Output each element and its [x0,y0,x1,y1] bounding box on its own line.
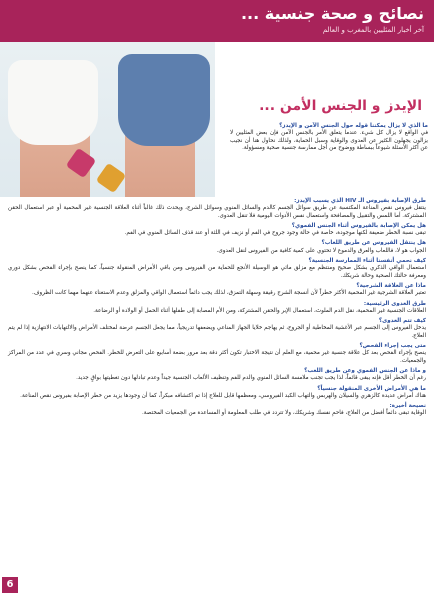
intro-question: ما الذي لا يزال يمكننا قوله حول الجنس الآمن و الإيدز؟ [279,123,428,129]
section-question: ما هي الأمراض الأخرى المنقولة جنسياً؟ [317,385,426,392]
section-question: كيف نحمي أنفسنا أثناء الممارسة الجنسية؟ [308,258,426,265]
section-answer: رغم أن الخطر أقل فإنه يبقى قائماً، لذا يجب تجنب ملامسة السائل المنوي والدم للفم وتنظيف الألعاب الجنسية جيداً وعدم تبادلها دون تغطيتها بواقٍ جديد. [76,375,426,382]
section-question: نصيحة أخيرة: [389,403,426,410]
page-number-badge: 6 [2,577,18,593]
section-question: طرق العدوى الرئيسية: [363,300,426,307]
section-question: هل يمكن الإصابة بالفيروس أثناء الجنس الفموي؟ [291,222,426,229]
section-answer: استعمال الواقي الذكري بشكل صحيح ومنتظم مع مزلق مائي هو الوسيلة الأنجع للحماية من الفيروس ومن باقي الأمراض المنقولة جنسياً، كما ينصح بإجراء الفحص بشكل دوري ومعرفة حالتك الصحية وحالة شريكك. [8,265,426,279]
article-intro [230,120,428,152]
article-body [8,195,426,418]
section-answer: هناك أمراض عديدة كالزهري والسيلان والهربس والتهاب الكبد الفيروسي، ومعظمها قابل للعلاج إذا تم اكتشافه مبكراً، كما أن وجودها يزيد من خطر الإصابة بفيروس نقص المناعة. [20,392,426,399]
section-question: ماذا عن العلاقة الشرجية؟ [356,282,426,289]
section-answer: العلاقات الجنسية غير المحمية، نقل الدم الملوث، استعمال الإبر والحقن المشتركة، ومن الأم المصابة إلى طفلها أثناء الحمل أو الولادة أو الرضاعة. [93,307,426,314]
header-subtitle: آخر أخبار المثليين بالمغرب و العالم [322,26,424,34]
article-title: الإيدز و الجنس الأمن ... [259,98,422,114]
section-question: طرق الإصابة بفيروس الـ HIV الذي يسبب الإيدز: [294,198,426,204]
section-answer: يدخل الفيروس إلى الجسم عبر الأغشية المخاطية أو الجروح، ثم يهاجم خلايا الجهاز المناعي ويضعفها تدريجياً، مما يجعل الجسم عرضة لمختلف الأمراض والالتهابات الانتهازية إذا لم يتم العلاج. [8,325,426,339]
section-answer: الوقاية تبقى دائماً أفضل من العلاج، فاحمِ نفسك وشريكك، ولا تتردد في طلب المعلومة أو المساعدة من الجمعيات المختصة. [142,410,426,417]
article-photo [0,42,215,197]
section-answer: ينتقل فيروس نقص المناعة المكتسبة عن طريق سوائل الجسم كالدم والسائل المنوي وسوائل الشرج، ويحدث ذلك غالباً أثناء العلاقة الجنسية غير المحمية أو عبر استعمال الحقن المشتركة. أما اللمس والتقبيل والمصافحة واستعمال نفس الأدوات اليومية فلا تنقل العدوى. [8,205,426,219]
section-answer: تعتبر العلاقة الشرجية غير المحمية الأكثر خطراً لأن أنسجة الشرج رقيقة وسهلة التمزق، لذلك يجب دائماً استعمال الواقي والمزلق وعدم الاستغناء عنهما مهما كانت الظروف. [31,290,426,297]
section-question: متى يجب إجراء الفحص؟ [359,343,426,350]
magazine-header [0,0,434,42]
section-question: هل ينتقل الفيروس عن طريق اللعاب؟ [321,240,426,247]
section-answer: ينصح بإجراء الفحص بعد كل علاقة جنسية غير محمية، مع العلم أن نتيجة الاختبار تكون أكثر دقة بعد مرور بضعة أسابيع على التعرض للخطر. الفحص مجاني وسري في عدد من المراكز والجمعيات. [8,350,426,364]
section-answer: تبقى نسبة الخطر ضعيفة لكنها موجودة، خاصة في حالة وجود جروح في الفم أو نزيف في اللثة أو عند قذف السائل المنوي في الفم. [124,230,426,237]
header-title: نصائح و صحة جنسية ... [240,4,424,23]
section-answer: الجواب هو لا، فاللعاب والعرق والدموع لا تحتوي على كمية كافية من الفيروس لنقل العدوى. [216,247,426,254]
section-question: و ماذا عن الجنس الفموي وعن طريق اللعب؟ [304,367,426,374]
section-question: كيف تتم العدوى؟ [378,318,426,325]
intro-answer: في الواقع لا يزال كل شيء. عندما يتعلق الأمر بالجنس الآمن فإن بعض المثليين لا يزالون يجهلون الكثير عن العدوى والوقاية وسبل الحماية، ولذلك نحاول هنا أن نجيب عن أكثر الأسئلة شيوعاً ببساطة ووضوح من أجل ممارسة جنسية صحية ومسؤولة. [230,130,428,151]
